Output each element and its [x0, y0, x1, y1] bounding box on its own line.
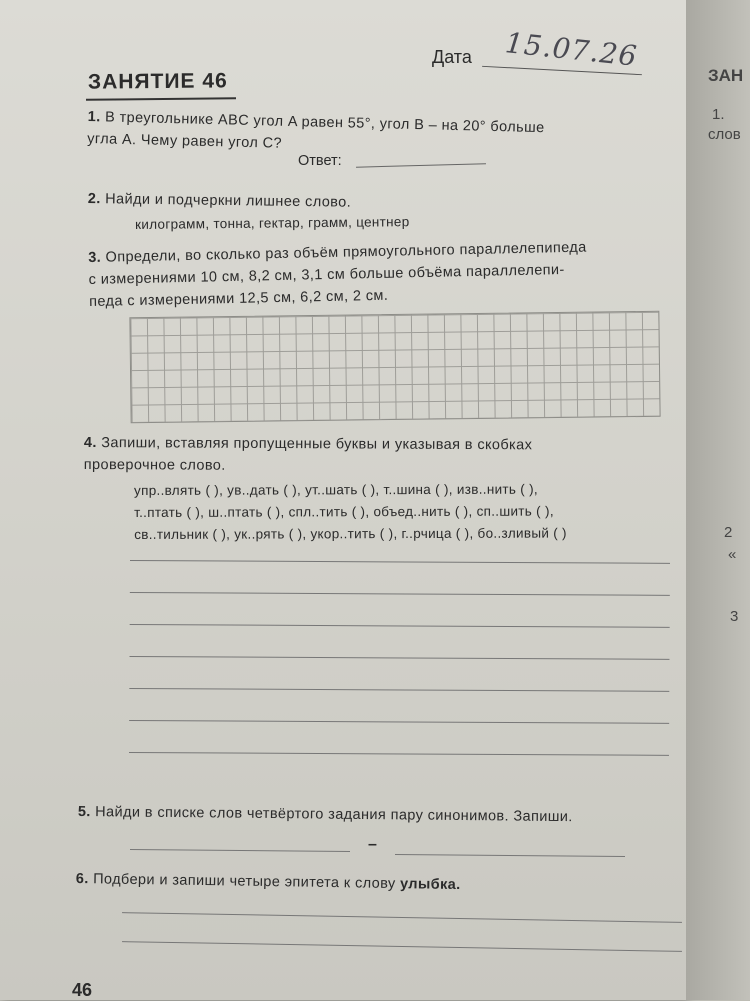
title-underline [86, 97, 236, 101]
task-2-number: 2. [87, 190, 101, 208]
task-3-line-3: педа с измерениями 12,5 см, 6,2 см, 2 см. [88, 287, 389, 310]
next-page-fragment-1: 1. [712, 106, 725, 123]
synonym-dash: – [368, 836, 377, 853]
task-5 [78, 801, 573, 828]
calculation-grid[interactable] [129, 311, 660, 423]
task-4-words-row-1: упр..влять ( ), ув..дать ( ), ут..шать ( ), т..шина ( ), изв..нить ( ), [134, 481, 538, 498]
task-4-line-2: проверочное слово. [83, 456, 226, 474]
answer-line-5[interactable] [129, 688, 669, 692]
next-page-edge [686, 0, 750, 1000]
task-4 [84, 432, 533, 478]
task-1-line-1: В треугольнике ABC угол A равен 55°, угол B – на 20° больше [104, 109, 545, 137]
page-number: 46 [72, 980, 93, 1000]
task-5-text: Найди в списке слов четвёртого задания пару синонимов. Запиши. [95, 804, 573, 826]
task-6-target-word: улыбка. [399, 876, 461, 894]
answer-label: Ответ: [298, 153, 342, 169]
task-3-number: 3. [88, 249, 102, 266]
task-4-line-1: Запиши, вставляя пропущенные буквы и указывая в скобках [101, 435, 533, 454]
task-3 [88, 237, 588, 313]
handwritten-date: 15.07.26 [503, 26, 640, 73]
lesson-title: ЗАНЯТИЕ 46 [87, 69, 228, 94]
task-4-words-row-3: св..тильник ( ), ук..рять ( ), укор..тить ( ), г..рчица ( ), бо..зливый ( ) [134, 525, 567, 542]
task-3-line-2: с измерениями 10 см, 8,2 см, 3,1 см больше объёма параллелепи- [88, 262, 565, 288]
answer-line-3[interactable] [130, 624, 670, 628]
answer-line-2[interactable] [130, 592, 670, 596]
answer-line[interactable] [356, 163, 486, 167]
next-page-fragment-4: « [728, 546, 737, 563]
epithet-line-1[interactable] [122, 912, 682, 923]
answer-line-1[interactable] [130, 560, 670, 564]
task-4-number: 4. [83, 434, 97, 452]
task-6-number: 6. [75, 870, 89, 888]
epithet-line-2[interactable] [122, 941, 682, 952]
answer-line-6[interactable] [129, 720, 669, 724]
task-2 [88, 188, 352, 214]
task-2-text: Найди и подчеркни лишнее слово. [105, 191, 352, 211]
next-page-fragment-2: слов [708, 126, 741, 143]
task-1-line-2: угла A. Чему равен угол C? [86, 130, 283, 152]
answer-line-7[interactable] [129, 752, 669, 756]
task-6-text: Подбери и запиши четыре эпитета к слову [93, 871, 396, 893]
date-label: Дата [432, 47, 472, 67]
next-page-fragment-3: 2 [724, 524, 733, 541]
next-page-title-fragment: ЗАН [708, 66, 744, 85]
task-4-answer-lines [129, 560, 670, 756]
task-4-word-list [134, 478, 567, 546]
answer-line-4[interactable] [129, 656, 669, 660]
synonym-line-2[interactable] [395, 854, 625, 857]
task-1-number: 1. [87, 108, 101, 126]
task-4-words-row-2: т..птать ( ), ш..птать ( ), спл..тить ( ), объед..нить ( ), сп..шить ( ), [134, 503, 554, 520]
task-3-line-1: Определи, во сколько раз объём прямоугольного параллелепипеда [105, 239, 587, 266]
task-6 [76, 868, 461, 896]
synonym-line-1[interactable] [130, 849, 350, 852]
task-2-word-list: килограмм, тонна, гектар, грамм, центнер [135, 214, 410, 232]
task-5-number: 5. [77, 803, 91, 821]
next-page-fragment-5: 3 [730, 608, 739, 625]
